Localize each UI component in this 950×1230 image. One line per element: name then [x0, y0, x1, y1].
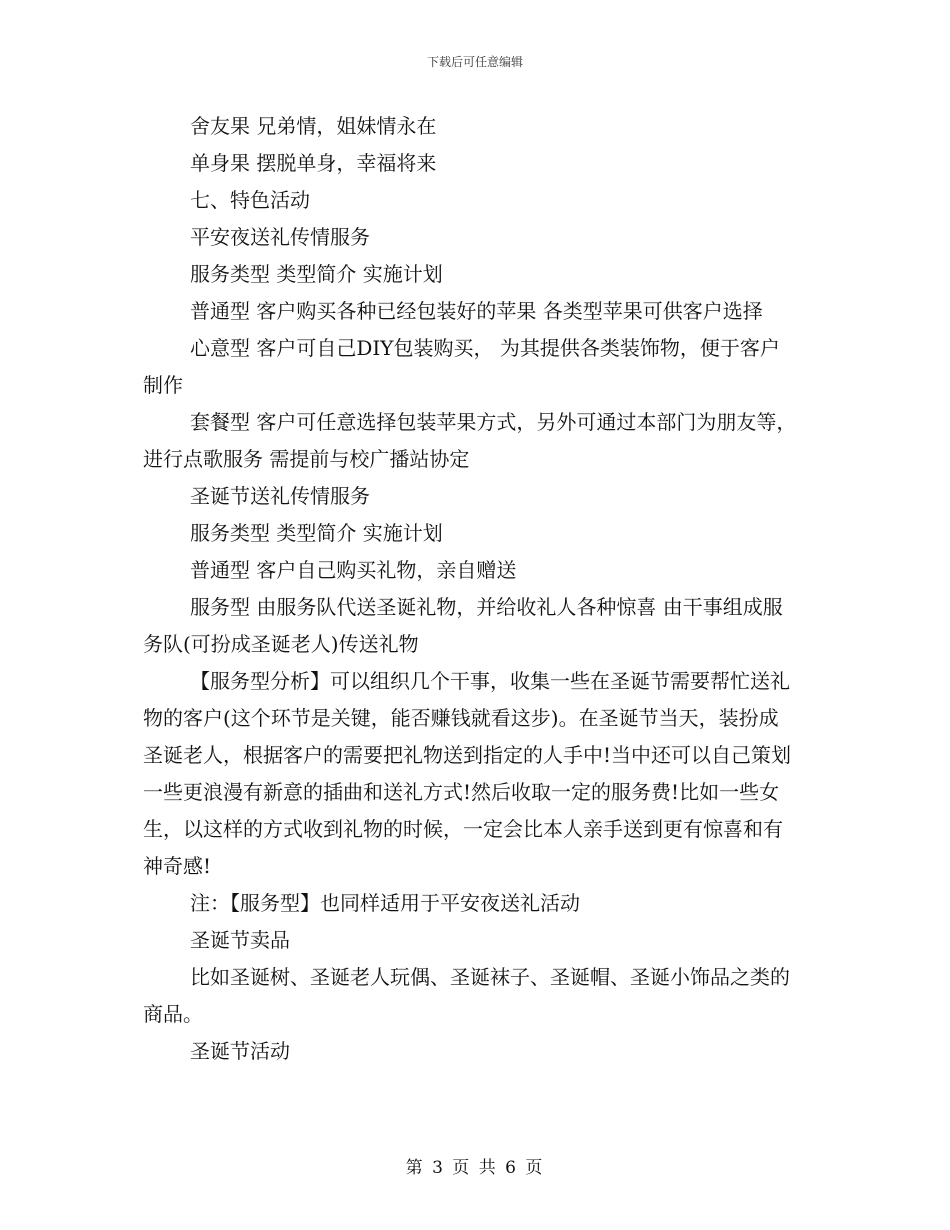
- paragraph: 圣诞节活动: [190, 1039, 290, 1063]
- paragraph: 心意型 客户可自己DIY包装购买， 为其提供各类装饰物，便于客户制作: [143, 336, 780, 397]
- section-heading: 七、特色活动: [190, 188, 310, 212]
- document-body: [143, 108, 798, 1070]
- page-footer: 第 3 页 共 6 页: [405, 1158, 545, 1178]
- paragraph: 圣诞节送礼传情服务: [190, 484, 370, 508]
- paragraph: 套餐型 客户可任意选择包装苹果方式，另外可通过本部门为朋友等，进行点歌服务 需提前与校广播站协定: [143, 410, 797, 471]
- paragraph: 服务类型 类型简介 实施计划: [190, 521, 443, 545]
- paragraph: 舍友果 兄弟情，姐妹情永在: [190, 114, 437, 138]
- paragraph: 【服务型分析】可以组织几个干事，收集一些在圣诞节需要帮忙送礼物的客户(这个环节是关键，能否赚钱就看这步)。在圣诞节当天，装扮成圣诞老人，根据客户的需要把礼物送到指定的人手中!当中还可以自己策划一些更浪漫有新意的插曲和送礼方式!然后收取一定的服务费!比如一些女生，以这样的方式收到礼物的时候，一定会比本人亲手送到更有惊喜和有神奇感!: [143, 669, 792, 878]
- paragraph: 平安夜送礼传情服务: [190, 225, 370, 249]
- paragraph: 普通型 客户购买各种已经包装好的苹果 各类型苹果可供客户选择: [190, 299, 763, 323]
- paragraph: 单身果 摆脱单身，幸福将来: [190, 151, 437, 175]
- paragraph: 注：【服务型】也同样适用于平安夜送礼活动: [190, 891, 580, 915]
- page-header: 下载后可任意编辑: [426, 55, 523, 69]
- paragraph: 圣诞节卖品: [190, 928, 290, 952]
- paragraph: 服务类型 类型简介 实施计划: [190, 262, 443, 286]
- paragraph: 比如圣诞树、圣诞老人玩偶、圣诞袜子、圣诞帽、圣诞小饰品之类的商品。: [143, 965, 790, 1026]
- paragraph: 普通型 客户自己购买礼物，亲自赠送: [190, 558, 517, 582]
- paragraph: 服务型 由服务队代送圣诞礼物，并给收礼人各种惊喜 由干事组成服务队(可扮成圣诞老人)传送礼物: [143, 595, 783, 656]
